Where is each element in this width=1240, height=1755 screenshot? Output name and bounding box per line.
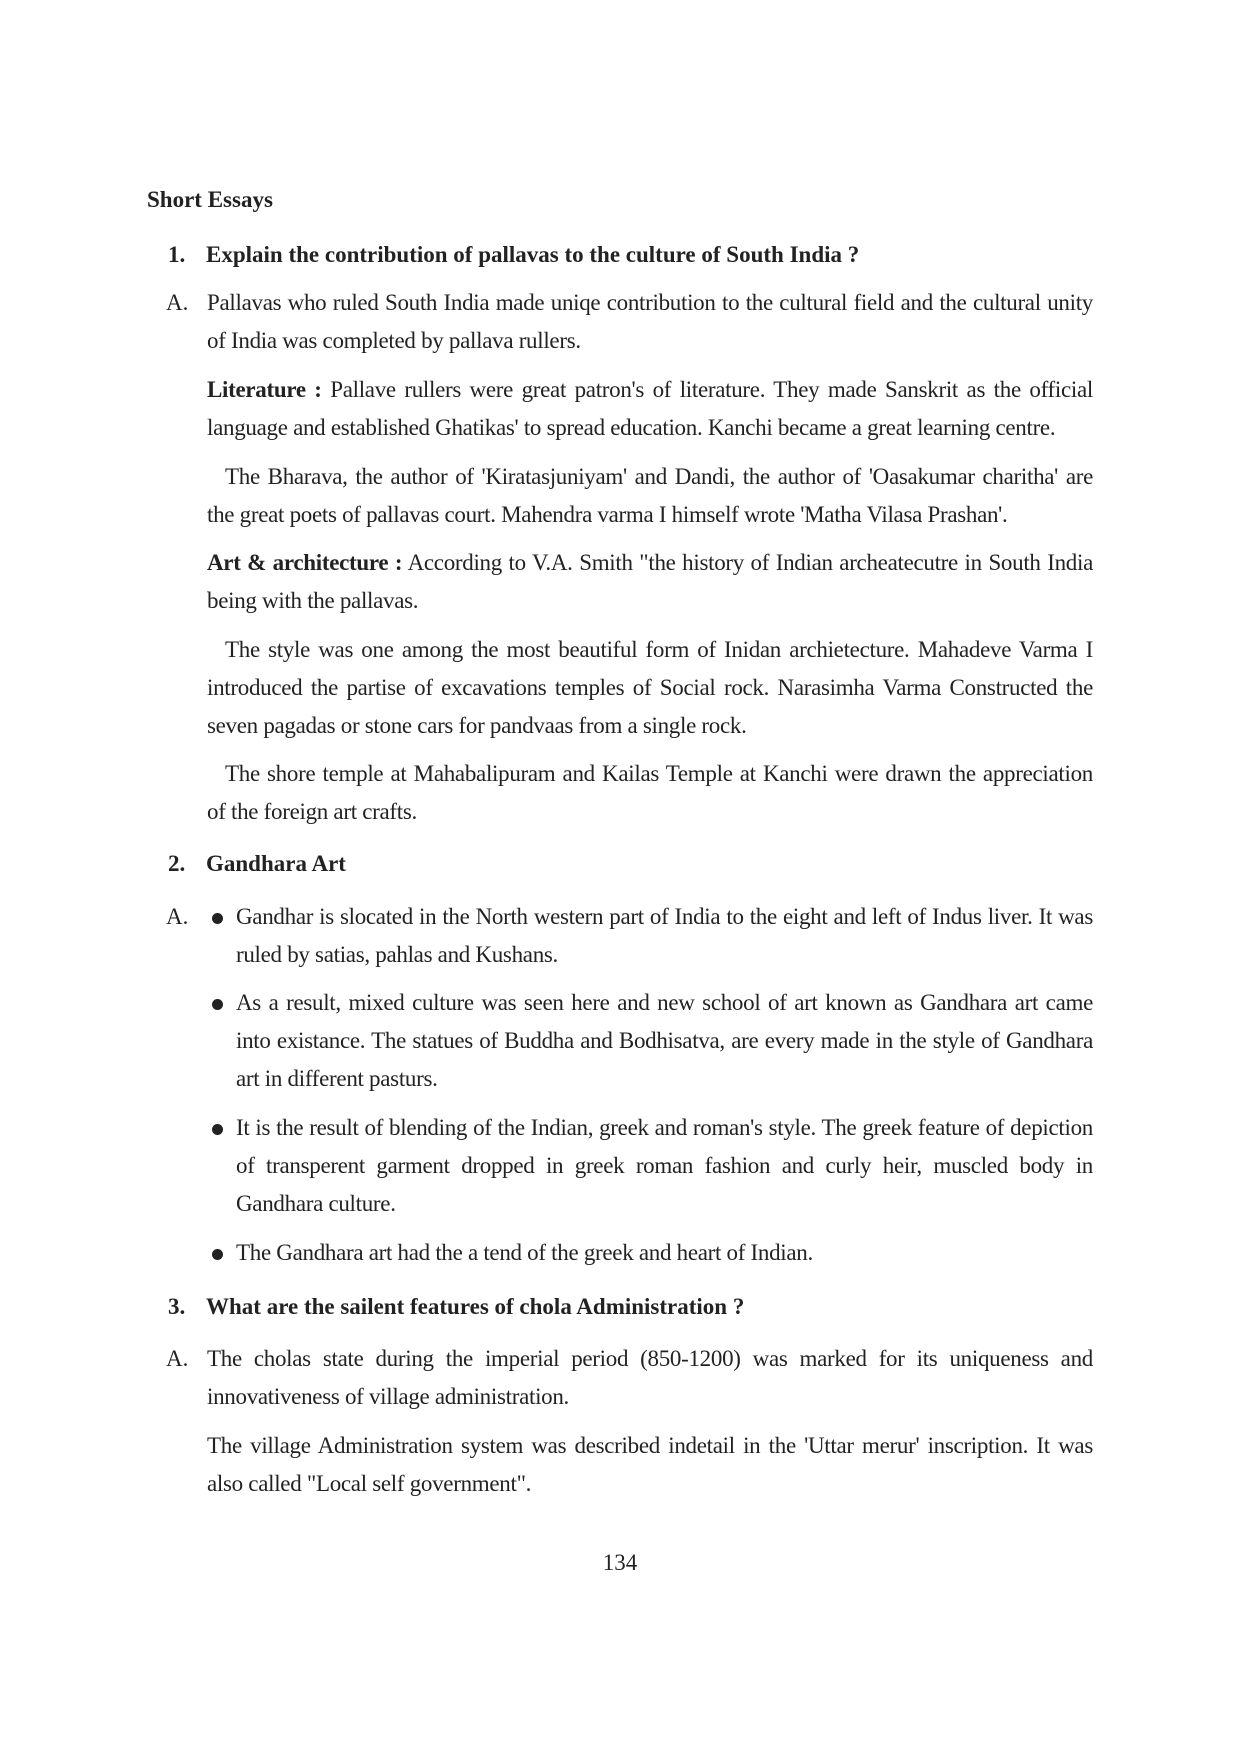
answer-3-paragraph-2: The village Administration system was described indetail in the 'Uttar merur' inscription. It was also called "Local self government". (207, 1433, 1093, 1496)
literature-text: Pallave rullers were great patron's of literature. They made Sanskrit as the official language and established Ghatikas' to spread education. Kanchi became a great learning centre. (207, 377, 1093, 440)
answer-1-paragraph-3: The Bharava, the author of 'Kiratasjuniyam' and Dandi, the author of 'Oasakumar charitha' are the great poets of pallavas court. Mahendra varma I himself wrote 'Matha Vilasa Prashan'. (207, 464, 1093, 527)
bullet-item (236, 1109, 1093, 1223)
bullet-text: Gandhar is slocated in the North western part of India to the eight and left of Indus liver. It was ruled by satias, pahlas and Kushans. (236, 904, 1093, 967)
answer-1-paragraph-6: The shore temple at Mahabalipuram and Kailas Temple at Kanchi were drawn the appreciation of the foreign art crafts. (207, 761, 1093, 824)
bullet-text: The Gandhara art had the a tend of the greek and heart of Indian. (236, 1240, 813, 1265)
question-3-text: What are the sailent features of chola Administration ? (206, 1294, 745, 1319)
answer-2-label: A. (166, 904, 189, 929)
question-2-number: 2. (168, 851, 186, 876)
answer-1-art-paragraph (207, 544, 1093, 620)
literature-lead: Literature : (207, 377, 322, 402)
answer-1-label: A. (166, 290, 189, 315)
answer-1-literature-paragraph (207, 371, 1093, 447)
bullet-icon (212, 1124, 223, 1135)
bullet-icon (212, 999, 223, 1010)
question-2-text: Gandhara Art (206, 851, 346, 876)
answer-1-paragraph-1: Pallavas who ruled South India made uniqe contribution to the cultural field and the cultural unity of India was completed by pallava rullers. (207, 290, 1093, 353)
question-1 (168, 239, 859, 271)
question-1-number: 1. (168, 242, 186, 267)
answer-3-label: A. (166, 1346, 189, 1371)
bullet-icon (212, 913, 223, 924)
bullet-item (236, 984, 1093, 1098)
page-number: 134 (602, 1550, 638, 1575)
bullet-item (236, 898, 1093, 974)
answer-3-paragraph-1: The cholas state during the imperial period (850-1200) was marked for its uniqueness and innovativeness of village administration. (207, 1346, 1093, 1409)
question-2 (168, 848, 346, 880)
question-3 (168, 1291, 744, 1323)
art-architecture-text: According to V.A. Smith "the history of Indian archeatecutre in South India being with the pallavas. (207, 550, 1093, 613)
section-heading: Short Essays (147, 187, 273, 212)
question-3-number: 3. (168, 1294, 186, 1319)
bullet-text: It is the result of blending of the Indian, greek and roman's style. The greek feature of depiction of transperent garment dropped in greek roman fashion and curly heir, muscled body in Gandhara culture. (236, 1115, 1093, 1216)
bullet-text: As a result, mixed culture was seen here and new school of art known as Gandhara art came into existance. The statues of Buddha and Bodhisatva, are every made in the style of Gandhara art in different pasturs. (236, 990, 1093, 1091)
answer-1-paragraph-5: The style was one among the most beautiful form of Inidan archietecture. Mahadeve Varma I introduced the partise of excavations temples of Social rock. Narasimha Varma Constructed the seven pagadas or stone cars for pandvaas from a single rock. (207, 637, 1093, 738)
bullet-item (236, 1234, 1093, 1272)
art-architecture-lead: Art & architecture : (207, 550, 403, 575)
bullet-icon (212, 1249, 223, 1260)
question-1-text: Explain the contribution of pallavas to the culture of South India ? (206, 242, 860, 267)
